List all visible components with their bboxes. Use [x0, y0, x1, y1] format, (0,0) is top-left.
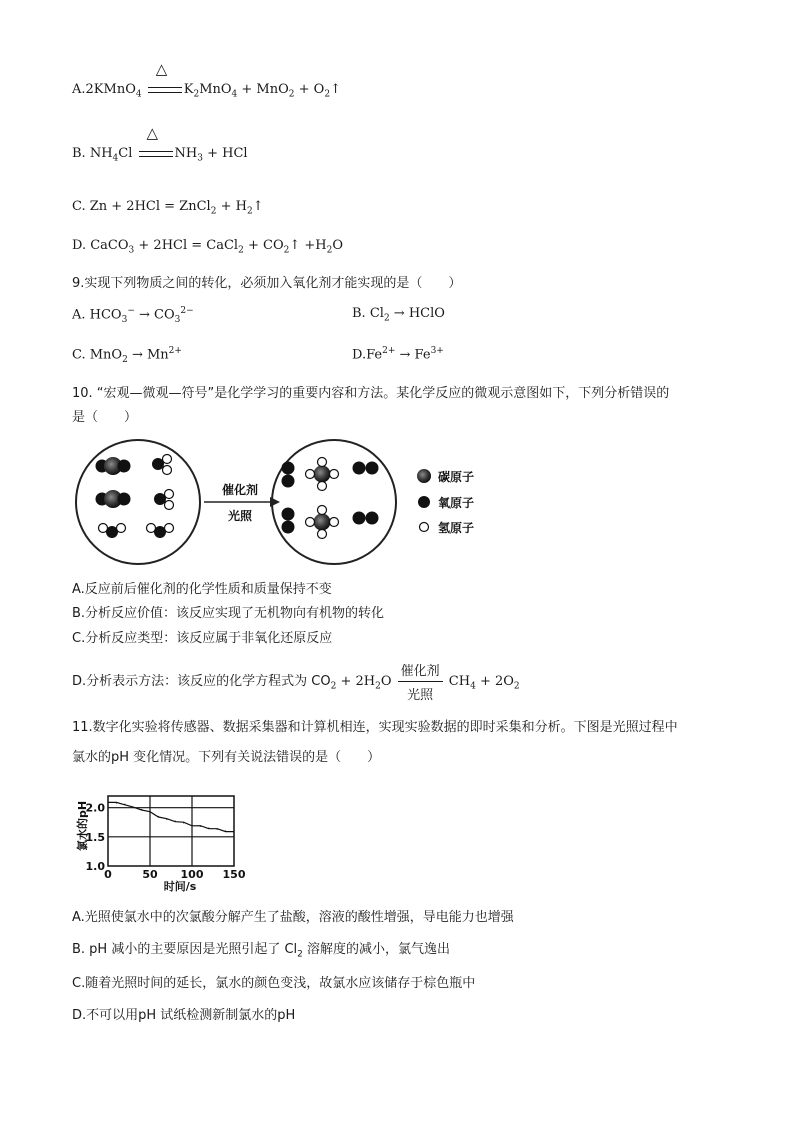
q9-option-a: A. $HCO_3^- \to CO_3^{2-}$ — [72, 306, 194, 325]
q11-option-c: C.随着光照时间的延长，氯水的颜色变浅，故氯水应该储存于棕色瓶中 — [72, 976, 476, 991]
q11-option-b: B. pH 减小的主要原因是光照引起了 $Cl_2$ 溶解度的减小，氯气逸出 — [72, 942, 451, 960]
y-tick-label: 1.0 — [85, 860, 105, 873]
q11-stem-line1: 11.数字化实验将传感器、数据采集器和计算机相连，实现实验数据的即时采集和分析。下图是光照过程中 — [72, 720, 678, 735]
q10-stem-line1: 10. “宏观—微观—符号”是化学学习的重要内容和方法。某化学反应的微观示意图如下，下列分析错误的 — [72, 386, 670, 401]
q11-option-a: A.光照使氯水中的次氯酸分解产生了盐酸，溶液的酸性增强，导电能力也增强 — [72, 910, 514, 925]
y-tick-label: 1.5 — [85, 830, 105, 844]
heat-condition: △ — [137, 146, 175, 161]
q9-option-d: $D.Fe^{2+} \to Fe^{3+}$ — [352, 346, 444, 363]
reactants-circle — [76, 440, 200, 564]
ph-data-point — [149, 812, 150, 813]
ph-data-point — [133, 807, 134, 808]
ph-data-point — [107, 801, 108, 802]
oxygen-atom-icon — [418, 496, 430, 508]
q8-option-b: B. $NH_4Cl$ △ $NH_3$ + HCl — [72, 124, 248, 164]
oxygen-molecule — [353, 512, 379, 525]
q8-option-a: A.2KMnO$_4$ △ $K_2MnO_4 + MnO_2$ + $O_2↑$ — [72, 60, 341, 100]
ph-data-point — [141, 809, 142, 810]
heat-condition: △ — [146, 82, 184, 97]
ph-data-point — [183, 822, 184, 823]
ph-chart — [72, 786, 252, 894]
hydrogen-atom-icon — [420, 523, 429, 532]
q9-stem: 9.实现下列物质之间的转化，必须加入氧化剂才能实现的是（ ） — [72, 276, 462, 291]
ph-data-point — [175, 820, 176, 821]
carbon-atom-icon — [417, 469, 431, 483]
legend-hydrogen: 氢原子 — [438, 521, 475, 535]
q9-option-c: C. $MnO_2 \to Mn^{2+}$ — [72, 346, 182, 365]
x-axis-label: 时间/s — [163, 880, 197, 893]
ph-data-point — [116, 802, 117, 803]
co2-molecule — [96, 490, 131, 508]
ph-data-point — [233, 832, 234, 833]
ph-data-point — [191, 825, 192, 826]
ph-data-point — [217, 829, 218, 830]
q11-option-d: D.不可以用pH 试纸检测新制氯水的pH — [72, 1008, 296, 1023]
oxygen-molecule — [282, 462, 295, 488]
oxygen-molecule — [353, 462, 379, 475]
q10-option-a: A.反应前后催化剂的化学性质和质量保持不变 — [72, 582, 332, 597]
y-axis-label: 氯水的pH — [76, 800, 89, 852]
q10-option-d: D.分析表示方法：该反应的化学方程式为 $CO_2 + 2H_2O$ $\frac{\text{催化剂}}{\text{光照}}$ $CH_4 + 2O_2$ — [72, 660, 520, 703]
plot-frame — [108, 796, 234, 866]
products-circle — [272, 440, 396, 564]
q10-stem-line2: 是（ ） — [72, 410, 138, 425]
light-label: 光照 — [227, 509, 253, 523]
ph-data-point — [166, 819, 167, 820]
ph-data-point — [200, 826, 201, 827]
ph-data-point — [225, 830, 226, 831]
q8-option-d: D. CaCO$_3$ + 2HCl = CaCl$_2$ + $CO_2↑ +H_2O$ — [72, 238, 344, 256]
ph-series-line — [108, 802, 234, 831]
reaction-arrow — [204, 482, 280, 523]
ph-data-point — [208, 827, 209, 828]
water-molecule — [154, 490, 174, 510]
water-molecule — [152, 455, 172, 475]
equals-bar — [148, 87, 182, 93]
x-tick-label: 50 — [142, 868, 158, 881]
methane-molecule — [306, 458, 339, 491]
ph-data-point — [158, 816, 159, 817]
reaction-condition: $\frac{\text{催化剂}}{\text{光照}}$ — [398, 660, 443, 703]
q9-option-b: B. $Cl_2$ → HClO — [352, 306, 445, 324]
q10-option-c: C.分析反应类型：该反应属于非氧化还原反应 — [72, 631, 333, 646]
y-tick-label: 2.0 — [85, 801, 105, 815]
equals-bar — [139, 151, 173, 157]
x-tick-label: 100 — [180, 868, 204, 881]
co2-molecule — [96, 457, 131, 475]
q10-option-b: B.分析反应价值：该反应实现了无机物向有机物的转化 — [72, 606, 385, 621]
catalyst-label: 催化剂 — [221, 483, 259, 497]
water-molecule — [147, 524, 174, 539]
ph-data-point — [124, 804, 125, 805]
x-tick-label: 0 — [104, 868, 112, 881]
q11-stem-line2: 氯水的pH 变化情况。下列有关说法错误的是（ ） — [72, 750, 381, 765]
legend-carbon: 碳原子 — [438, 470, 475, 484]
legend — [417, 469, 474, 535]
oxygen-molecule — [282, 508, 295, 534]
water-molecule — [99, 524, 126, 539]
x-tick-label: 150 — [222, 868, 246, 881]
q8-option-c: C. Zn + 2HCl = ZnCl$_2$ + $H_2↑$ — [72, 199, 264, 217]
reaction-micro-diagram — [72, 436, 492, 568]
legend-oxygen: 氧原子 — [438, 496, 475, 510]
methane-molecule — [306, 506, 339, 539]
plot-area — [86, 796, 246, 881]
